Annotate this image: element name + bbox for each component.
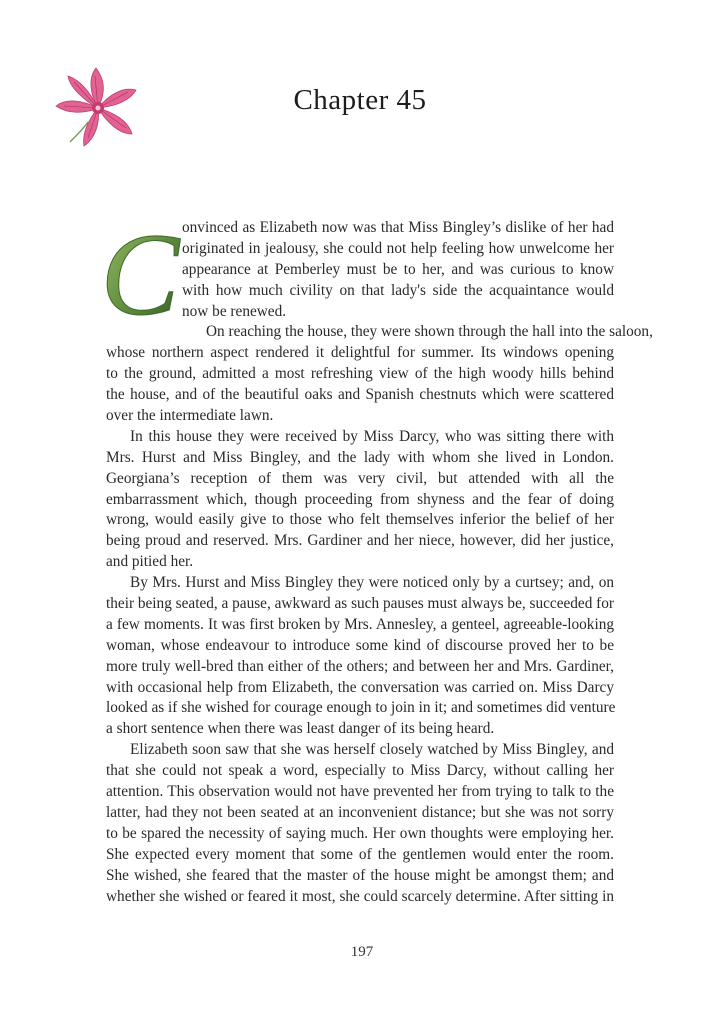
text-line: looked as if she wished for courage enough to join in it; and sometimes did venture [106, 699, 616, 717]
text-line: On reaching the house, they were shown through the hall into the saloon, [206, 323, 653, 341]
text-line: attention. This observation would not have prevented her from trying to talk to the [106, 783, 614, 801]
paragraph [106, 740, 614, 907]
text-line: onvinced as Elizabeth now was that Miss Bingley’s dislike of her had [182, 219, 614, 236]
chapter-title: Chapter 45 [293, 84, 427, 116]
paragraph [106, 573, 614, 740]
text-line: the house, and of the beautiful oaks and Spanish chestnuts which were scattered [106, 386, 614, 404]
text-line: whether she wished or feared it most, she could scarcely determine. After sitting in [106, 887, 614, 905]
text-line: a few moments. It was first broken by Mrs. Annesley, a genteel, agreeable-looking [106, 615, 614, 633]
drop-cap-letter: C [100, 209, 180, 340]
text-line: appearance at Pemberley must be to her, and was curious to know [182, 260, 614, 278]
text-line: Mrs. Hurst and Miss Bingley, and the lady with whom she lived in London. [106, 448, 614, 466]
text-line: that she could not speak a word, especially to Miss Darcy, without calling her [106, 762, 614, 780]
text-line: embarrassment which, though proceeding from shyness and the fear of doing [106, 490, 614, 508]
text-line: their being seated, a pause, awkward as such pauses must always be, succeeded for [106, 595, 615, 613]
drop-cap [100, 209, 180, 340]
text-line: over the intermediate lawn. [106, 407, 274, 425]
chapter-body [100, 209, 653, 907]
text-line: whose northern aspect rendered it delightful for summer. Its windows opening [106, 344, 614, 362]
text-line: In this house they were received by Miss Darcy, who was sitting there with [130, 427, 614, 445]
paragraph [106, 218, 614, 322]
text-line: to the ground, admitted a most refreshing view of the high woody hills behind [106, 365, 614, 383]
text-line: with how much civility on that lady's side the acquaintance would [182, 281, 614, 299]
text-line: Georgiana’s reception of them was very civil, but attended with all the [106, 469, 614, 487]
text-line: By Mrs. Hurst and Miss Bingley they were noticed only by a curtsey; and, on [130, 574, 614, 592]
text-line: now be renewed. [182, 302, 287, 320]
text-line: originated in jealousy, she could not help feeling how unwelcome her [182, 239, 614, 257]
text-line: She wished, she feared that the master of the house might be amongst them; and [106, 866, 614, 884]
text-line: being proud and reserved. Mrs. Gardiner and her niece, however, did her justice, [106, 532, 614, 550]
text-line: Elizabeth soon saw that she was herself closely watched by Miss Bingley, and [130, 741, 614, 759]
paragraphs [106, 218, 653, 907]
text-line: more truly well-bred than either of the others; and between her and Mrs. Gardiner, [106, 657, 614, 675]
text-line: She expected every moment that some of the gentlemen would enter the room. [106, 845, 614, 863]
paragraph [106, 322, 653, 426]
text-line: wrong, would easily give to those who felt themselves inferior the belief of her [106, 511, 614, 529]
text-line: woman, whose endeavour to introduce some kind of discourse proved her to be [106, 636, 614, 654]
text-line: latter, had they not been seated at an inconvenient distance; but she was not sorry [106, 803, 614, 821]
pink-flower-icon [48, 62, 148, 157]
text-line: and pitied her. [106, 553, 194, 571]
text-line: to be spared the necessity of saying much. Her own thoughts were employing her. [106, 824, 614, 842]
text-line: a short sentence when there was least danger of its being heard. [106, 720, 495, 738]
text-line: with occasional help from Elizabeth, the conversation was carried on. Miss Darcy [106, 678, 614, 696]
page-number: 197 [350, 944, 374, 960]
paragraph [106, 427, 614, 573]
